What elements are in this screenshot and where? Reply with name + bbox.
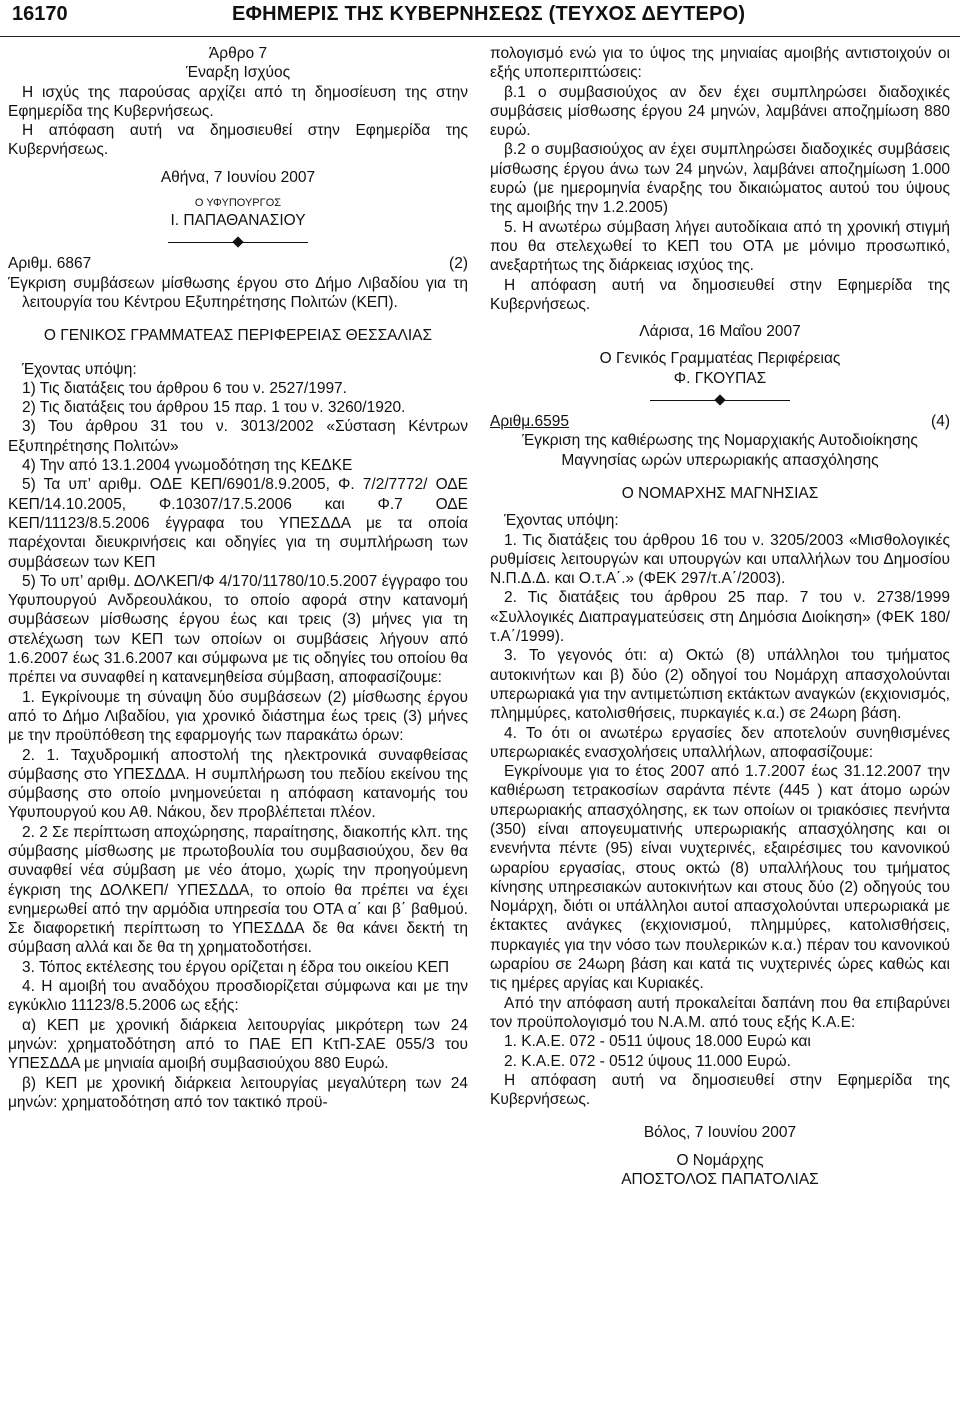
- list-item: 4) Την από 13.1.2004 γνωμοδότηση της ΚΕΔΚΕ: [22, 457, 353, 475]
- list-item: 5) Τα υπ’ αριθμ. ΟΔΕ ΚΕΠ/6901/8.9.2005, Φ. 7/2/7772/ ΟΔΕ ΚΕΠ/14.10.2005, Φ.10307/17.5.2006 και Φ.7 ΟΔΕ ΚΕΠ/11123/8.5.2006 έγγραφα του ΥΠΕΣΔΔΑ με τα οποία παρέχονται διευκρινήσεις και οδηγίες για τη συμπλήρωση των συμβάσεων των ΚΕΠ: [8, 476, 468, 571]
- diamond-icon: [232, 237, 243, 248]
- decision-number: Αριθμ. 6867: [8, 255, 92, 273]
- list-item: 2. 1. Ταχυδρομική αποστολή της ηλεκτρονικά συναφθείσας σύμβασης στο ΥΠΕΣΔΔΑ. Η συμπλήρωση του πεδίου εκείνου της σύμβασης στο οποίο μνημονεύεται η απόφαση κατανομής του Υφυπουργού κου Αθ. Νάκου, δεν προβλέπεται πλέον.: [8, 746, 468, 822]
- list-item: 2) Τις διατάξεις του άρθρου 15 παρ. 1 του ν. 3260/1920.: [22, 399, 406, 417]
- list-item: Η απόφαση αυτή να δημοσιευθεί στην Εφημερίδα της Κυβερνήσεως.: [490, 1071, 950, 1109]
- having-regard: Έχοντας υπόψη:: [22, 360, 137, 378]
- list-item: 1. Τις διατάξεις του άρθρου 16 του ν. 3205/2003 «Μισθολογικές ρυθμίσεις λειτουργών και υπουργών και υπαλλήλων του Δημοσίου Ν.Π.Δ.Δ. και Ο.τ.Α΄.» (ΦΕΚ 297/τ.Α΄/2003).: [490, 531, 950, 588]
- article-heading: Άρθρο 7: [208, 45, 268, 62]
- signer-name: Ι. ΠΑΠΑΘΑΝΑΣΙΟΥ: [170, 212, 306, 230]
- list-item: 2. Κ.Α.Ε. 072 - 0512 ύψους 11.000 Ευρώ.: [504, 1052, 791, 1070]
- section-divider: [168, 236, 308, 250]
- list-item: β.2 ο συμβασιούχος αν έχει συμπληρώσει διαδοχικές συμβάσεις μίσθωσης έργου άνω των 24 μηνών, λαμβάνει αποζημίωση 1.000 ευρώ (με ημερομηνία έναρξης του δικαιώματος αυτού του ύψους της αμοιβής την 1.2.2005): [490, 141, 950, 217]
- having-regard: Έχοντας υπόψη:: [504, 512, 619, 530]
- right-column: [490, 44, 950, 1189]
- decision-title: Έγκριση της καθιέρωσης της Νομαρχιακής Αυτοδιοίκησης Μαγνησίας ωρών υπερωριακής απασχόλησης: [522, 432, 918, 469]
- validity-text: Η ισχύς της παρούσας αρχίζει από τη δημοσίευση της στην Εφημερίδα της Κυβερνήσεως.: [8, 83, 468, 120]
- list-item: 4. Το ότι οι ανωτέρω εργασίες δεν αποτελούν συνηθισμένες υπερωριακές ενασχολήσεις υπαλλήλων, αποφασίζουμε:: [490, 724, 950, 761]
- section-divider: [650, 394, 790, 408]
- left-column: [8, 44, 468, 1112]
- list-item: α) ΚΕΠ με χρονική διάρκεια λειτουργίας μικρότερη των 24 μηνών: χρηματοδότηση από το ΠΑΕ ΕΠ ΚτΠ-ΣΑΕ 055/3 του ΥΠΕΣΔΔΑ με μηνιαία αμοιβή συμβασιούχου 880 Ευρώ.: [8, 1016, 468, 1073]
- place-date: Αθήνα, 7 Ιουνίου 2007: [160, 168, 316, 186]
- decision-title: Έγκριση συμβάσεων μίσθωσης έργου στο Δήμο Λιβαδίου για τη λειτουργία του Κέντρου Εξυπηρέτησης Πολιτών (ΚΕΠ).: [8, 274, 468, 311]
- issuing-authority: Ο ΝΟΜΑΡΧΗΣ ΜΑΓΝΗΣΙΑΣ: [621, 484, 819, 502]
- decision-index: (2): [449, 255, 468, 273]
- list-item: Η απόφαση αυτή να δημοσιευθεί στην Εφημερίδα της Κυβερνήσεως.: [490, 276, 950, 313]
- list-item: β) ΚΕΠ με χρονική διάρκεια λειτουργίας μεγαλύτερη των 24 μηνών: χρηματοδότηση από τον τακτικό προϋ-: [8, 1074, 468, 1111]
- page-header: [0, 0, 960, 37]
- decision-number: Αριθμ.6595: [490, 413, 569, 431]
- list-item: 5. Η ανωτέρω σύμβαση λήγει αυτοδίκαια από τη χρονική στιγμή που θα στελεχωθεί το ΚΕΠ του ΟΤΑ με μόνιμο προσωπικό, ανεξαρτήτως της διάρκειας ισχύος της.: [490, 218, 950, 275]
- list-item: β.1 ο συμβασιούχος αν δεν έχει συμπληρώσει διαδοχικές συμβάσεις μίσθωσης έργου 24 μηνών, λαμβάνει αποζημίωση 880 ευρώ.: [490, 83, 950, 140]
- publish-text: Η απόφαση αυτή να δημοσιευθεί στην Εφημερίδα της Κυβερνήσεως.: [8, 122, 468, 159]
- signer-role: Ο Νομάρχης: [676, 1151, 764, 1169]
- place-date: Λάρισα, 16 Μαΐου 2007: [639, 323, 801, 341]
- list-item: 5) Το υπ’ αριθμ. ΔΟΛΚΕΠ/Φ 4/170/11780/10.5.2007 έγγραφο του Υφυπουργού Ανδρεουλάκου, το οποίο αφορά στην κατανομή συμβάσεων μίσθωσης έργου έως και τρεις (3) μήνες για τη στελέχωση των ΚΕΠ των οποίων οι συμβάσεις λήγουν από 1.6.2007 έως 31.6.2007 και σύμφωνα με τις οδηγίες του οποίου θα πρέπει να συναφθεί η κατανεμηθείσα σύμβαση, αποφασίζουμε:: [8, 572, 468, 687]
- diamond-icon: [714, 394, 725, 405]
- gazette-title: ΕΦΗΜΕΡΙΣ ΤΗΣ ΚΥΒΕΡΝΗΣΕΩΣ (ΤΕΥΧΟΣ ΔΕΥΤΕΡΟ): [232, 3, 746, 25]
- continuation-text: πολογισμό ενώ για το ύψος της μηνιαίας αμοιβής αντιστοιχούν οι εξής υποπεριπτώσεις:: [490, 45, 950, 82]
- decision-index: (4): [931, 413, 950, 431]
- page-number: 16170: [12, 3, 68, 25]
- signer-role: Ο ΥΦΥΠΟΥΡΓΟΣ: [194, 197, 282, 210]
- decision-number-row: [8, 254, 468, 273]
- article-subheading: Έναρξη Ισχύος: [185, 64, 291, 82]
- list-item: 3. Το γεγονός ότι: α) Οκτώ (8) υπάλληλοι του τμήματος αυτοκινήτων και β) δύο (2) οδηγοί του Νομάρχη απασχολούνται υπερωριακά για την αντιμετώπιση εκτάκτων αναγκών (εκχιονισμός, πλημμύρες, κατολισθήσεις, πυρκαγιές κ.α.) σε 24ωρη βάση.: [490, 647, 950, 723]
- list-item: 1) Τις διατάξεις του άρθρου 6 του ν. 2527/1997.: [22, 379, 347, 397]
- list-item: 3. Τόπος εκτέλεσης του έργου ορίζεται η έδρα του οικείου ΚΕΠ: [22, 958, 450, 976]
- list-item: Από την απόφαση αυτή προκαλείται δαπάνη που θα επιβαρύνει τον προϋπολογισμό του Ν.Α.Μ. από τους εξής Κ.Α.Ε:: [490, 994, 950, 1031]
- list-item: 2. Τις διατάξεις του άρθρου 25 παρ. 7 του ν. 2738/1999 «Συλλογικές Διαπραγματεύσεις στη Δημόσια Διοίκηση» (ΦΕΚ 180/τ.Α΄/1999).: [490, 589, 950, 646]
- list-item: 1. Εγκρίνουμε τη σύναψη δύο συμβάσεων (2) μίσθωσης έργου από το Δήμο Λιβαδίου, για χρονικό διάστημα έως τρεις (3) μήνες με την προϋπόθεση της εφαρμογής των παρακάτω όρων:: [8, 688, 468, 745]
- decision-number-row: [490, 412, 950, 431]
- list-item: Εγκρίνουμε για το έτος 2007 από 1.7.2007 έως 31.12.2007 την καθιέρωση τετρακοσίων σαράντα πέντε (445 ) κατ άτομο ωρών υπερωριακής απασχόλησης, εκ των οποίων οι τριακόσιες πενήντα (350) είναι απογευματινής υπερωριακής απασχόλησης και οι ενενήντα πέντε (95) είναι νυχτερινές, εξαιρέσιμες του κανονικού ωραρίου εργασίας, στους οκτώ (8) υπαλλήλους του τμήματος κίνησης υπηρεσιακών αυτοκινήτων και στους δύο (2) οδηγούς του Νομάρχη, διότι οι υπάλληλοι αυτοί απασχολούνται υπερωριακά με έκτακτες ανάγκες (εκχιονισμού, πλημμύρες, κατολισθήσεις, πυρκαγιές για την νόσο των πουλερικών κ.α.) πέραν του κανονικού ωραρίου σε 24ωρη βάση και κατά τις νυχτερινές ώρες καθώς και τις ημέρες αργίας και Κυριακές.: [490, 763, 950, 993]
- signer-role: Ο Γενικός Γραμματέας Περιφέρειας: [599, 350, 841, 368]
- list-item: 4. Η αμοιβή του αναδόχου προσδιορίζεται σύμφωνα και με την εγκύκλιο 11123/8.5.2006 ως εξής:: [8, 978, 468, 1015]
- signer-name: ΑΠΟΣΤΟΛΟΣ ΠΑΠΑΤΟΛΙΑΣ: [621, 1171, 819, 1189]
- list-item: 3) Του άρθρου 31 του ν. 3013/2002 «Σύσταση Κέντρων Εξυπηρέτησης Πολιτών»: [8, 418, 468, 455]
- signer-name: Φ. ΓΚΟΥΠΑΣ: [673, 369, 767, 387]
- list-item: 1. Κ.Α.Ε. 072 - 0511 ύψους 18.000 Ευρώ και: [504, 1033, 811, 1051]
- list-item: 2. 2 Σε περίπτωση αποχώρησης, παραίτησης, διακοπής κλπ. της σύμβασης μίσθωσης με πρωτοβουλία του συμβασιούχου, δεν θα συναφθεί νέα σύμβαση με νέο άτομο, χωρίς την προηγούμενη έγκριση της ΔΟΛΚΕΠ/ ΥΠΕΣΔΔΑ, το οποίο θα πρέπει να έχει ενημερωθεί από την αρμόδια υπηρεσία του ΟΤΑ α΄ και β΄ βαθμού. Σε διαφορετική περίπτωση το ΥΠΕΣΔΔΑ δε θα κάνει δεκτή τη σύμβαση αλλά και δε θα τη χρηματοδοτήσει.: [8, 823, 468, 957]
- issuing-authority: Ο ΓΕΝΙΚΟΣ ΓΡΑΜΜΑΤΕΑΣ ΠΕΡΙΦΕΡΕΙΑΣ ΘΕΣΣΑΛΙΑΣ: [43, 327, 433, 345]
- place-date: Βόλος, 7 Ιουνίου 2007: [643, 1124, 797, 1142]
